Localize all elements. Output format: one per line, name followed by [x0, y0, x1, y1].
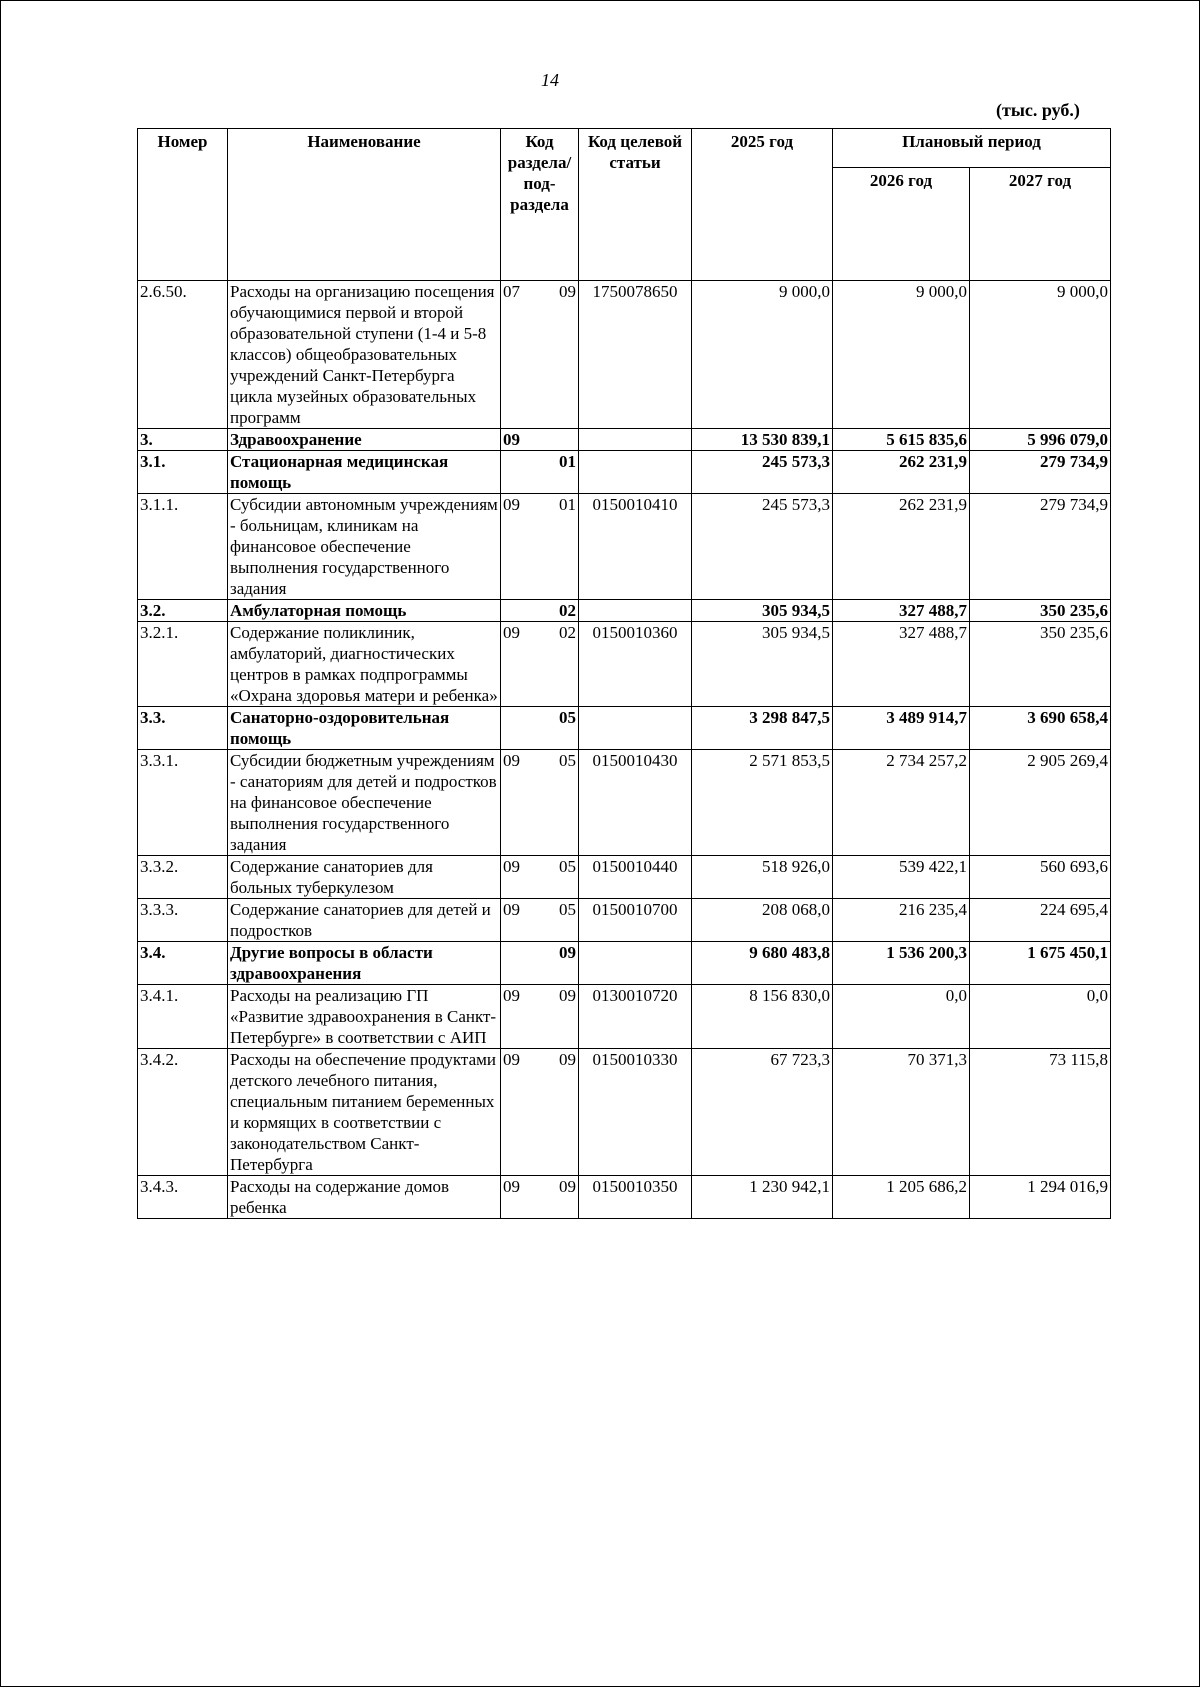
- row-amount-2025: 13 530 839,1: [692, 429, 833, 451]
- table-row: [138, 750, 1111, 856]
- subsection-code: 05: [559, 708, 576, 727]
- header-section-code-text: Код раздела/ под-раздела: [507, 132, 572, 214]
- row-amount-2027: 560 693,6: [970, 856, 1111, 899]
- subsection-code: 09: [559, 282, 576, 301]
- subsection-code: 01: [559, 495, 576, 514]
- row-number: 3.3.: [138, 707, 228, 750]
- row-amount-2027: 279 734,9: [970, 451, 1111, 494]
- table-row: [138, 1049, 1111, 1176]
- row-target-code: 0150010440: [579, 856, 692, 899]
- table-row: [138, 281, 1111, 429]
- section-code: 09: [503, 900, 520, 919]
- subsection-code: 09: [559, 943, 576, 962]
- table-row: [138, 707, 1111, 750]
- row-number: 3.4.: [138, 942, 228, 985]
- row-amount-2026: 539 422,1: [833, 856, 970, 899]
- row-amount-2027: 9 000,0: [970, 281, 1111, 429]
- row-amount-2026: 70 371,3: [833, 1049, 970, 1176]
- table-row: [138, 1176, 1111, 1219]
- header-planned-period: Плановый период: [833, 129, 1111, 168]
- row-amount-2026: 262 231,9: [833, 494, 970, 600]
- row-amount-2025: 3 298 847,5: [692, 707, 833, 750]
- row-amount-2026: 1 205 686,2: [833, 1176, 970, 1219]
- row-amount-2026: 5 615 835,6: [833, 429, 970, 451]
- row-number: 3.1.: [138, 451, 228, 494]
- table-row: [138, 600, 1111, 622]
- row-amount-2026: 3 489 914,7: [833, 707, 970, 750]
- section-code-pair: [503, 750, 576, 771]
- units-label: (тыс. руб.): [996, 100, 1080, 120]
- row-amount-2025: 208 068,0: [692, 899, 833, 942]
- row-amount-2025: 245 573,3: [692, 451, 833, 494]
- row-amount-2027: 350 235,6: [970, 600, 1111, 622]
- page-number: 14: [541, 70, 559, 90]
- section-code: 09: [503, 495, 520, 514]
- row-target-code: [579, 707, 692, 750]
- row-amount-2026: 216 235,4: [833, 899, 970, 942]
- row-number: 3.2.: [138, 600, 228, 622]
- section-code-pair: [503, 600, 576, 621]
- row-amount-2026: 262 231,9: [833, 451, 970, 494]
- row-amount-2025: 305 934,5: [692, 622, 833, 707]
- row-amount-2027: 5 996 079,0: [970, 429, 1111, 451]
- row-target-code: [579, 600, 692, 622]
- row-target-code: 0150010350: [579, 1176, 692, 1219]
- row-amount-2025: 67 723,3: [692, 1049, 833, 1176]
- row-amount-2025: 305 934,5: [692, 600, 833, 622]
- table-row: [138, 451, 1111, 494]
- row-amount-2025: 245 573,3: [692, 494, 833, 600]
- row-amount-2027: 2 905 269,4: [970, 750, 1111, 856]
- row-amount-2027: 3 690 658,4: [970, 707, 1111, 750]
- row-target-code: 0150010410: [579, 494, 692, 600]
- section-code: 09: [503, 751, 520, 770]
- header-2025: 2025 год: [692, 129, 833, 281]
- row-section-code: [501, 1049, 579, 1176]
- row-section-code: [501, 750, 579, 856]
- section-code-pair: [503, 1049, 576, 1070]
- section-code-pair: [503, 1176, 576, 1197]
- subsection-code: 05: [559, 751, 576, 770]
- row-amount-2026: 327 488,7: [833, 600, 970, 622]
- row-number: 3.4.2.: [138, 1049, 228, 1176]
- row-amount-2027: 1 294 016,9: [970, 1176, 1111, 1219]
- table-row: [138, 942, 1111, 985]
- section-code-pair: [503, 899, 576, 920]
- row-name: Стационарная медицинская помощь: [228, 451, 501, 494]
- row-name: Содержание санаториев для детей и подростков: [228, 899, 501, 942]
- row-name: Субсидии бюджетным учреждениям - санаториям для детей и подростков на финансовое обеспечение выполнения государственного задания: [228, 750, 501, 856]
- section-code-pair: [503, 985, 576, 1006]
- row-target-code: 1750078650: [579, 281, 692, 429]
- table-body: [138, 281, 1111, 1219]
- subsection-code: 02: [559, 623, 576, 642]
- row-amount-2027: 73 115,8: [970, 1049, 1111, 1176]
- row-number: 3.3.2.: [138, 856, 228, 899]
- table-row: [138, 985, 1111, 1049]
- table-row: [138, 622, 1111, 707]
- row-section-code: [501, 942, 579, 985]
- row-number: 3.2.1.: [138, 622, 228, 707]
- row-section-code: [501, 856, 579, 899]
- row-amount-2026: 0,0: [833, 985, 970, 1049]
- row-amount-2027: 224 695,4: [970, 899, 1111, 942]
- section-code: 09: [503, 430, 520, 449]
- row-target-code: 0150010330: [579, 1049, 692, 1176]
- row-name: Другие вопросы в области здравоохранения: [228, 942, 501, 985]
- row-target-code: 0130010720: [579, 985, 692, 1049]
- budget-table: [137, 128, 1111, 1219]
- row-amount-2025: 2 571 853,5: [692, 750, 833, 856]
- subsection-code: 09: [559, 986, 576, 1005]
- subsection-code: 02: [559, 601, 576, 620]
- row-number: 3.3.3.: [138, 899, 228, 942]
- row-amount-2025: 1 230 942,1: [692, 1176, 833, 1219]
- section-code-pair: [503, 707, 576, 728]
- row-target-code: [579, 451, 692, 494]
- header-2027: 2027 год: [970, 168, 1111, 281]
- subsection-code: 01: [559, 452, 576, 471]
- row-section-code: [501, 281, 579, 429]
- section-code-pair: [503, 281, 576, 302]
- row-name: Расходы на организацию посещения обучающимися первой и второй образовательной ступени (1-4 и 5-8 классов) общеобразовательных учреждений Санкт-Петербурга цикла музейных образовательных программ: [228, 281, 501, 429]
- row-target-code: [579, 429, 692, 451]
- row-section-code: [501, 707, 579, 750]
- row-target-code: [579, 942, 692, 985]
- row-name: Содержание санаториев для больных туберкулезом: [228, 856, 501, 899]
- section-code: 09: [503, 1050, 520, 1069]
- section-code-pair: [503, 494, 576, 515]
- row-target-code: 0150010700: [579, 899, 692, 942]
- subsection-code: 09: [559, 1050, 576, 1069]
- row-section-code: [501, 1176, 579, 1219]
- row-section-code: [501, 600, 579, 622]
- row-section-code: [501, 494, 579, 600]
- row-amount-2027: 1 675 450,1: [970, 942, 1111, 985]
- row-amount-2026: 1 536 200,3: [833, 942, 970, 985]
- row-amount-2025: 518 926,0: [692, 856, 833, 899]
- row-number: 2.6.50.: [138, 281, 228, 429]
- row-section-code: [501, 451, 579, 494]
- row-name: Субсидии автономным учреждениям - больницам, клиникам на финансовое обеспечение выполнения государственного задания: [228, 494, 501, 600]
- row-name: Расходы на содержание домов ребенка: [228, 1176, 501, 1219]
- row-amount-2026: 2 734 257,2: [833, 750, 970, 856]
- section-code-pair: [503, 622, 576, 643]
- row-target-code: 0150010360: [579, 622, 692, 707]
- section-code: 09: [503, 857, 520, 876]
- row-section-code: [501, 985, 579, 1049]
- row-amount-2026: 327 488,7: [833, 622, 970, 707]
- section-code-pair: [503, 429, 576, 450]
- section-code-pair: [503, 451, 576, 472]
- row-number: 3.3.1.: [138, 750, 228, 856]
- table-header: [138, 129, 1111, 281]
- section-code-pair: [503, 856, 576, 877]
- row-name: Амбулаторная помощь: [228, 600, 501, 622]
- row-amount-2025: 9 000,0: [692, 281, 833, 429]
- section-code: 09: [503, 1177, 520, 1196]
- section-code: 07: [503, 282, 520, 301]
- row-name: Санаторно-оздоровительная помощь: [228, 707, 501, 750]
- subsection-code: 09: [559, 1177, 576, 1196]
- section-code: 09: [503, 623, 520, 642]
- row-target-code: 0150010430: [579, 750, 692, 856]
- row-name: Здравоохранение: [228, 429, 501, 451]
- row-amount-2026: 9 000,0: [833, 281, 970, 429]
- subsection-code: 05: [559, 900, 576, 919]
- row-number: 3.: [138, 429, 228, 451]
- table-row: [138, 429, 1111, 451]
- row-amount-2025: 9 680 483,8: [692, 942, 833, 985]
- table-row: [138, 494, 1111, 600]
- row-amount-2025: 8 156 830,0: [692, 985, 833, 1049]
- row-number: 3.1.1.: [138, 494, 228, 600]
- row-amount-2027: 279 734,9: [970, 494, 1111, 600]
- header-2026: 2026 год: [833, 168, 970, 281]
- section-code-pair: [503, 942, 576, 963]
- row-number: 3.4.1.: [138, 985, 228, 1049]
- row-number: 3.4.3.: [138, 1176, 228, 1219]
- row-section-code: [501, 429, 579, 451]
- row-section-code: [501, 899, 579, 942]
- header-target-code: Код целевой статьи: [579, 129, 692, 281]
- header-number: Номер: [138, 129, 228, 281]
- row-name: Расходы на обеспечение продуктами детского лечебного питания, специальным питанием беременных и кормящих в соответствии с законодательством Санкт-Петербурга: [228, 1049, 501, 1176]
- row-amount-2027: 0,0: [970, 985, 1111, 1049]
- header-section-code: [501, 129, 579, 281]
- section-code: 09: [503, 986, 520, 1005]
- subsection-code: 05: [559, 857, 576, 876]
- header-name: Наименование: [228, 129, 501, 281]
- row-name: Содержание поликлиник, амбулаторий, диагностических центров в рамках подпрограммы «Охрана здоровья матери и ребенка»: [228, 622, 501, 707]
- row-amount-2027: 350 235,6: [970, 622, 1111, 707]
- row-name: Расходы на реализацию ГП «Развитие здравоохранения в Санкт-Петербурге» в соответствии с АИП: [228, 985, 501, 1049]
- table-row: [138, 856, 1111, 899]
- row-section-code: [501, 622, 579, 707]
- table-row: [138, 899, 1111, 942]
